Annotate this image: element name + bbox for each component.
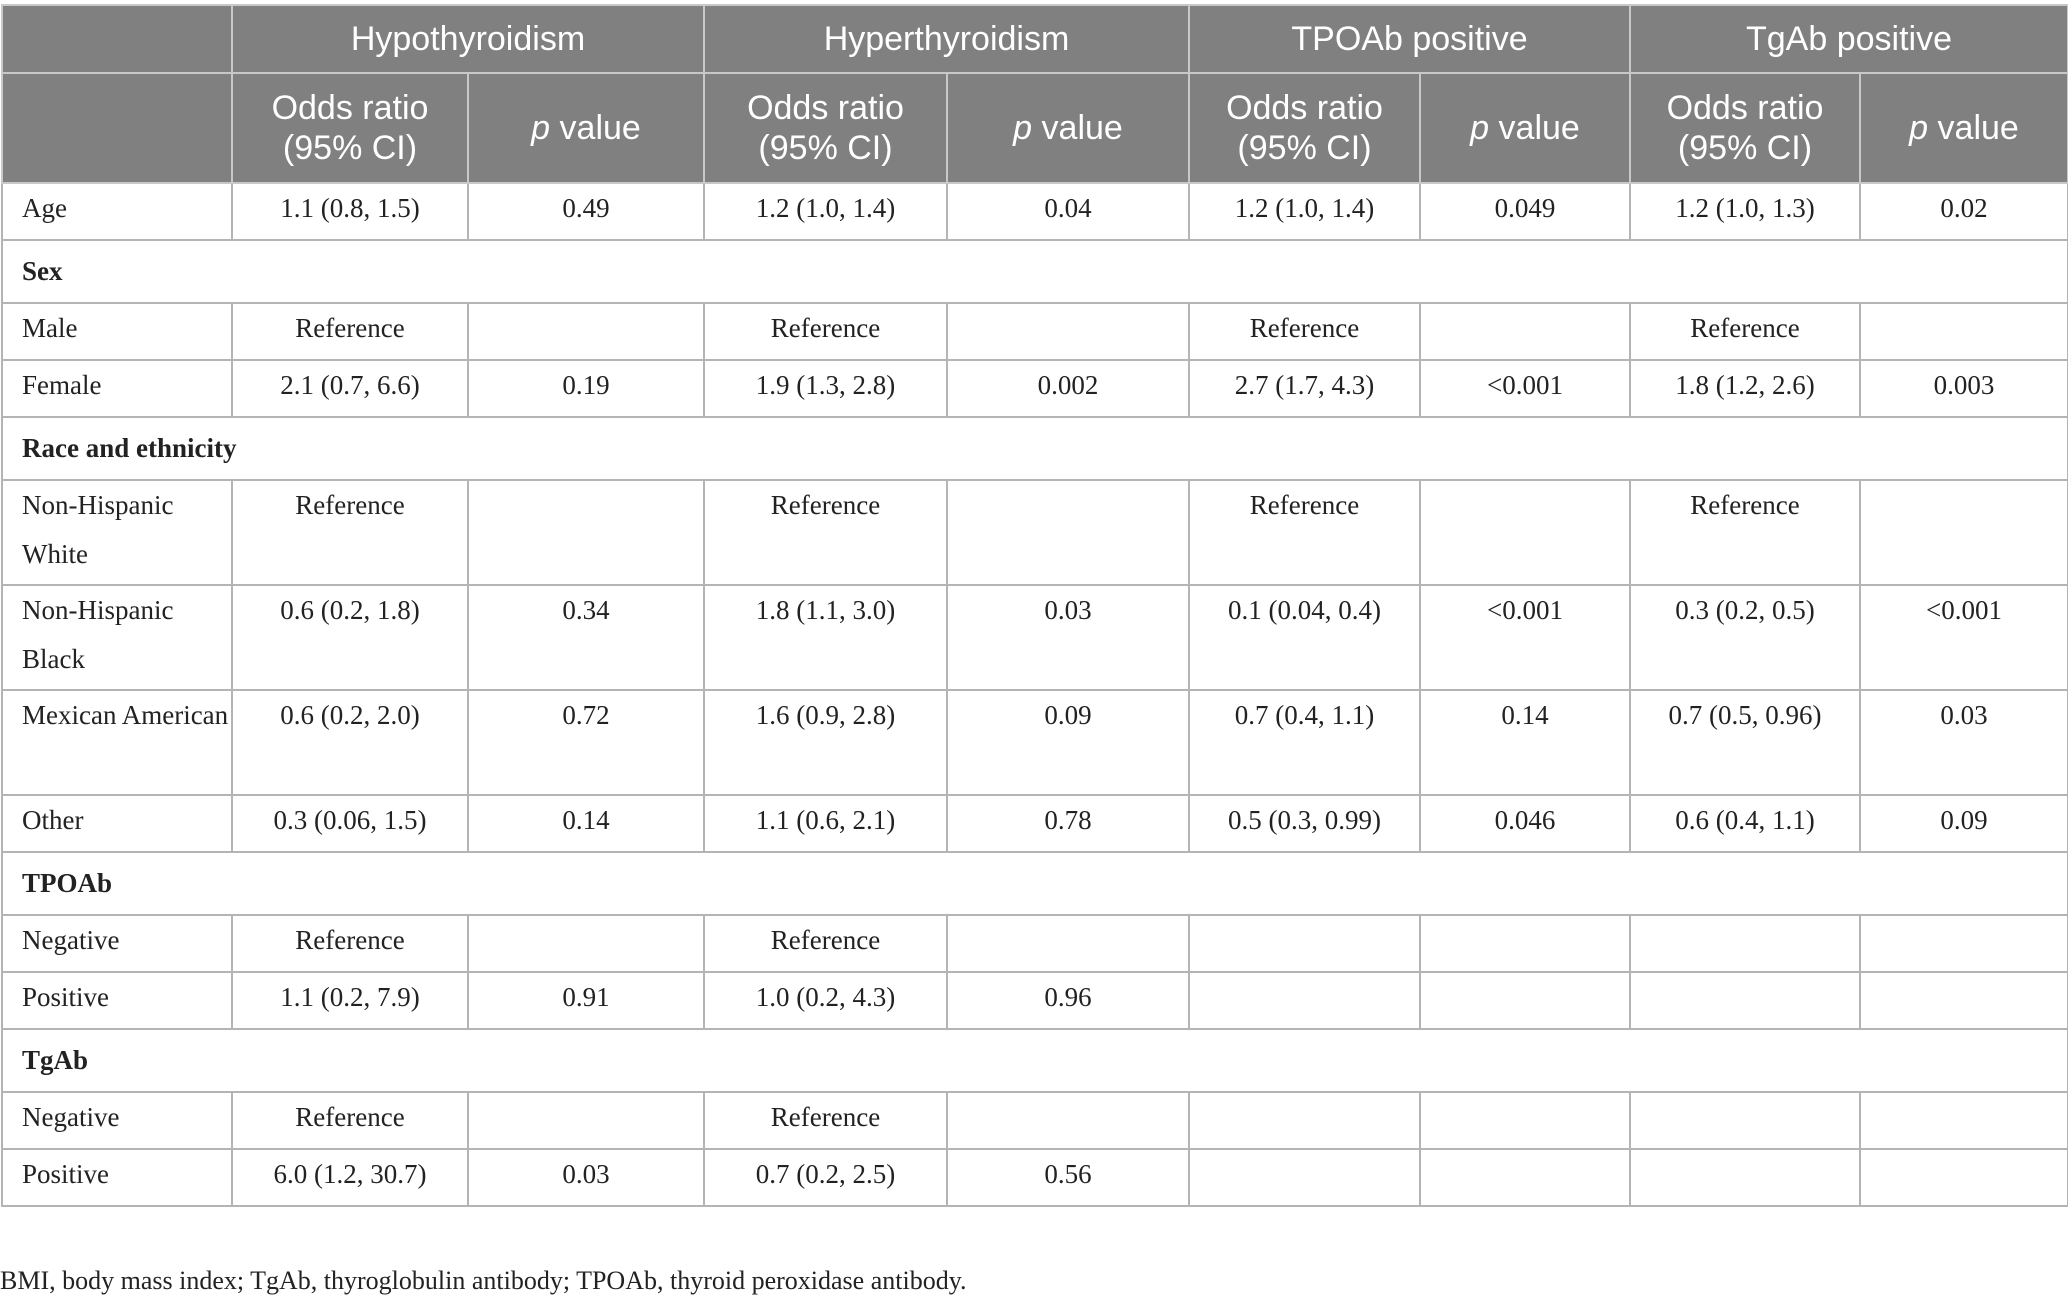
- section-header-row: [2, 1029, 2068, 1092]
- row-label: Negative: [2, 915, 232, 972]
- p-value-cell: 0.96: [947, 972, 1189, 1029]
- p-value-cell: [1420, 480, 1630, 585]
- odds-ratio-cell: [1630, 972, 1860, 1029]
- odds-ratio-cell: 1.6 (0.9, 2.8): [704, 690, 947, 795]
- subheader-row: [2, 73, 2068, 183]
- odds-ratio-cell: Reference: [232, 480, 468, 585]
- odds-ratio-cell: 0.6 (0.2, 1.8): [232, 585, 468, 690]
- section-header-row: [2, 417, 2068, 480]
- p-value-cell: [468, 915, 704, 972]
- subheader-p-value: [468, 73, 704, 183]
- value-label: value: [1928, 109, 2019, 147]
- table-row: [2, 1092, 2068, 1149]
- p-value-cell: 0.003: [1860, 360, 2068, 417]
- p-value-cell: 0.49: [468, 183, 704, 240]
- p-value-cell: 0.14: [468, 795, 704, 852]
- p-label: p: [1013, 109, 1033, 147]
- row-label: Non-Hispanic White: [2, 480, 232, 585]
- value-label: value: [1489, 109, 1580, 147]
- p-value-cell: 0.04: [947, 183, 1189, 240]
- group-header-hypothyroidism: Hypothyroidism: [232, 5, 704, 73]
- p-value-cell: [1420, 972, 1630, 1029]
- p-value-cell: [1860, 1149, 2068, 1206]
- section-header-row: [2, 852, 2068, 915]
- p-value-cell: 0.046: [1420, 795, 1630, 852]
- odds-ratio-cell: 1.2 (1.0, 1.4): [704, 183, 947, 240]
- ci-label: (95% CI): [282, 129, 418, 167]
- table-row: [2, 585, 2068, 690]
- odds-ratio-cell: Reference: [232, 303, 468, 360]
- subheader-p-value: [947, 73, 1189, 183]
- row-label: Other: [2, 795, 232, 852]
- subheader-corner-cell: [2, 73, 232, 183]
- p-value-cell: [1860, 915, 2068, 972]
- p-value-cell: 0.34: [468, 585, 704, 690]
- p-value-cell: 0.049: [1420, 183, 1630, 240]
- odds-ratio-cell: Reference: [232, 1092, 468, 1149]
- table-footnote: BMI, body mass index; TgAb, thyroglobulin antibody; TPOAb, thyroid peroxidase antibody.: [0, 1266, 967, 1295]
- p-value-cell: [1860, 480, 2068, 585]
- table-header: [2, 5, 2068, 183]
- group-header-tpoab-positive: TPOAb positive: [1189, 5, 1630, 73]
- p-value-cell: [1860, 303, 2068, 360]
- p-value-cell: 0.56: [947, 1149, 1189, 1206]
- odds-ratio-cell: Reference: [1189, 480, 1420, 585]
- odds-ratio-label: Odds ratio: [1666, 89, 1824, 127]
- odds-ratio-cell: Reference: [1630, 303, 1860, 360]
- odds-ratio-cell: 6.0 (1.2, 30.7): [232, 1149, 468, 1206]
- odds-ratio-cell: [1630, 1092, 1860, 1149]
- p-value-cell: [468, 303, 704, 360]
- p-label: p: [1470, 109, 1490, 147]
- odds-ratio-cell: [1189, 1149, 1420, 1206]
- table-row: [2, 360, 2068, 417]
- p-value-cell: [947, 480, 1189, 585]
- p-value-cell: 0.19: [468, 360, 704, 417]
- row-label: Female: [2, 360, 232, 417]
- table-row: [2, 690, 2068, 795]
- group-header-hyperthyroidism: Hyperthyroidism: [704, 5, 1189, 73]
- odds-ratio-cell: [1189, 915, 1420, 972]
- odds-ratio-cell: 0.3 (0.06, 1.5): [232, 795, 468, 852]
- odds-ratio-cell: 1.2 (1.0, 1.3): [1630, 183, 1860, 240]
- subheader-p-value: [1420, 73, 1630, 183]
- odds-ratio-label: Odds ratio: [747, 89, 904, 127]
- odds-ratio-cell: 0.7 (0.4, 1.1): [1189, 690, 1420, 795]
- ci-label: (95% CI): [758, 129, 893, 167]
- odds-ratio-cell: 1.1 (0.8, 1.5): [232, 183, 468, 240]
- odds-ratio-cell: 2.7 (1.7, 4.3): [1189, 360, 1420, 417]
- odds-ratio-cell: 0.3 (0.2, 0.5): [1630, 585, 1860, 690]
- subheader-odds-ratio: [232, 73, 468, 183]
- p-value-cell: [1860, 1092, 2068, 1149]
- ci-label: (95% CI): [1677, 129, 1813, 167]
- p-value-cell: [1420, 303, 1630, 360]
- p-label: p: [531, 109, 551, 147]
- p-value-cell: [468, 1092, 704, 1149]
- table-row: [2, 972, 2068, 1029]
- table-body: [2, 183, 2068, 1206]
- odds-ratio-cell: Reference: [1630, 480, 1860, 585]
- section-header-row: [2, 240, 2068, 303]
- p-value-cell: [468, 480, 704, 585]
- p-value-cell: <0.001: [1420, 360, 1630, 417]
- p-value-cell: [947, 1092, 1189, 1149]
- p-value-cell: [1420, 915, 1630, 972]
- section-label: Sex: [2, 240, 2068, 303]
- odds-ratio-cell: 1.2 (1.0, 1.4): [1189, 183, 1420, 240]
- section-label: TPOAb: [2, 852, 2068, 915]
- ci-label: (95% CI): [1237, 129, 1372, 167]
- table-row: [2, 303, 2068, 360]
- p-value-cell: [1420, 1092, 1630, 1149]
- p-value-cell: 0.03: [947, 585, 1189, 690]
- odds-ratio-cell: [1630, 1149, 1860, 1206]
- table-row: [2, 795, 2068, 852]
- p-value-cell: [947, 915, 1189, 972]
- odds-ratio-cell: 1.9 (1.3, 2.8): [704, 360, 947, 417]
- odds-ratio-label: Odds ratio: [271, 89, 429, 127]
- odds-ratio-cell: 0.1 (0.04, 0.4): [1189, 585, 1420, 690]
- odds-ratio-cell: Reference: [704, 480, 947, 585]
- value-label: value: [550, 109, 641, 147]
- section-label: TgAb: [2, 1029, 2068, 1092]
- value-label: value: [1032, 109, 1123, 147]
- subheader-odds-ratio: [704, 73, 947, 183]
- subheader-odds-ratio: [1630, 73, 1860, 183]
- p-value-cell: [1420, 1149, 1630, 1206]
- odds-ratio-cell: [1189, 972, 1420, 1029]
- row-label: Age: [2, 183, 232, 240]
- p-value-cell: 0.03: [468, 1149, 704, 1206]
- p-value-cell: 0.09: [947, 690, 1189, 795]
- odds-ratio-cell: Reference: [1189, 303, 1420, 360]
- odds-ratio-cell: Reference: [704, 1092, 947, 1149]
- odds-ratio-cell: 1.1 (0.2, 7.9): [232, 972, 468, 1029]
- p-label: p: [1909, 109, 1929, 147]
- odds-ratio-cell: 0.7 (0.2, 2.5): [704, 1149, 947, 1206]
- odds-ratio-cell: 1.0 (0.2, 4.3): [704, 972, 947, 1029]
- p-value-cell: 0.03: [1860, 690, 2068, 795]
- odds-ratio-cell: [1189, 1092, 1420, 1149]
- section-label: Race and ethnicity: [2, 417, 2068, 480]
- odds-ratio-cell: 2.1 (0.7, 6.6): [232, 360, 468, 417]
- row-label: Positive: [2, 972, 232, 1029]
- p-value-cell: 0.14: [1420, 690, 1630, 795]
- odds-ratio-cell: Reference: [704, 915, 947, 972]
- odds-ratio-table: [1, 4, 2068, 1207]
- odds-ratio-cell: Reference: [232, 915, 468, 972]
- group-header-tgab-positive: TgAb positive: [1630, 5, 2068, 73]
- row-label: Mexican American: [2, 690, 232, 795]
- header-corner-cell: [2, 5, 232, 73]
- p-value-cell: [947, 303, 1189, 360]
- group-header-row: [2, 5, 2068, 73]
- p-value-cell: <0.001: [1860, 585, 2068, 690]
- p-value-cell: [1860, 972, 2068, 1029]
- p-value-cell: 0.78: [947, 795, 1189, 852]
- odds-ratio-cell: 1.8 (1.1, 3.0): [704, 585, 947, 690]
- table-row: [2, 915, 2068, 972]
- p-value-cell: 0.002: [947, 360, 1189, 417]
- subheader-odds-ratio: [1189, 73, 1420, 183]
- subheader-p-value: [1860, 73, 2068, 183]
- table-row: [2, 1149, 2068, 1206]
- results-table-container: [0, 4, 2068, 1207]
- p-value-cell: 0.72: [468, 690, 704, 795]
- row-label: Male: [2, 303, 232, 360]
- odds-ratio-cell: 0.7 (0.5, 0.96): [1630, 690, 1860, 795]
- row-label: Negative: [2, 1092, 232, 1149]
- odds-ratio-cell: 0.6 (0.2, 2.0): [232, 690, 468, 795]
- odds-ratio-cell: 1.8 (1.2, 2.6): [1630, 360, 1860, 417]
- odds-ratio-cell: [1630, 915, 1860, 972]
- odds-ratio-cell: 1.1 (0.6, 2.1): [704, 795, 947, 852]
- p-value-cell: 0.02: [1860, 183, 2068, 240]
- odds-ratio-cell: 0.6 (0.4, 1.1): [1630, 795, 1860, 852]
- table-row: [2, 480, 2068, 585]
- row-label: Positive: [2, 1149, 232, 1206]
- odds-ratio-label: Odds ratio: [1226, 89, 1383, 127]
- p-value-cell: <0.001: [1420, 585, 1630, 690]
- p-value-cell: 0.91: [468, 972, 704, 1029]
- odds-ratio-cell: Reference: [704, 303, 947, 360]
- row-label: Non-Hispanic Black: [2, 585, 232, 690]
- p-value-cell: 0.09: [1860, 795, 2068, 852]
- table-row: [2, 183, 2068, 240]
- odds-ratio-cell: 0.5 (0.3, 0.99): [1189, 795, 1420, 852]
